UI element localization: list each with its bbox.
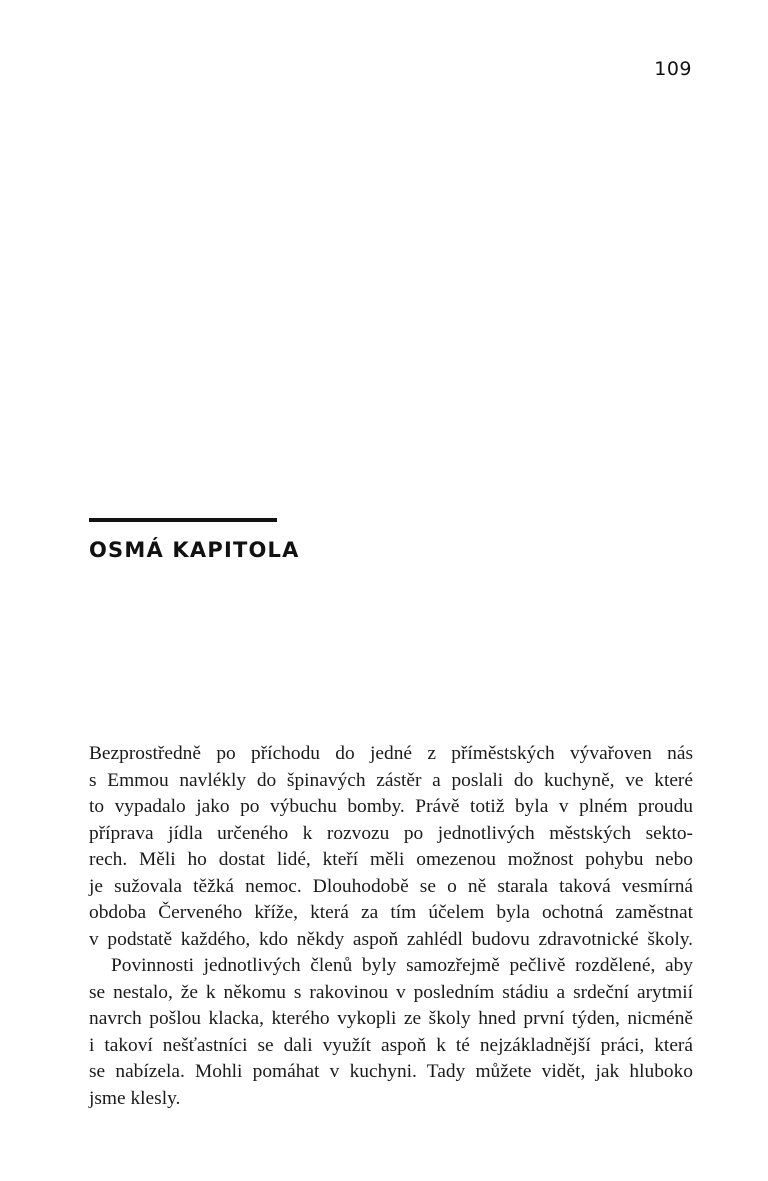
text-line: se nabízela. Mohli pomáhat v kuchyni. Tady můžete vidět, jak hluboko (89, 1061, 693, 1082)
text-line: příprava jídla určeného k rozvozu po jednotlivých městských sekto- (89, 822, 693, 844)
chapter-rule (89, 518, 277, 522)
text-line: navrch pošlou klacka, kterého vykopli ze školy hned první týden, nicméně (89, 1008, 693, 1029)
text-line: je sužovala těžká nemoc. Dlouhodobě se o ně starala taková vesmírná (89, 875, 693, 897)
text-line: rech. Měli ho dostat lidé, kteří měli omezenou možnost pohybu nebo (89, 849, 693, 870)
text-line: to vypadalo jako po výbuchu bomby. Právě totiž byla v plném proudu (89, 796, 693, 817)
text-line: obdoba Červeného kříže, která za tím účelem byla ochotná zaměstnat (89, 902, 693, 923)
text-line: v podstatě každého, kdo někdy aspoň zahlédl budovu zdravotnické školy. (89, 928, 693, 950)
text-line: i takoví nešťastníci se dali využít aspoň k té nejzákladnější práci, která (89, 1034, 693, 1056)
text-line: Bezprostředně po příchodu do jedné z příměstských vývařoven nás (89, 743, 693, 764)
text-line: Povinnosti jednotlivých členů byly samozřejmě pečlivě rozdělené, aby (111, 955, 693, 976)
text-line: jsme klesly. (89, 1087, 181, 1109)
page-number: 109 (654, 58, 692, 80)
text-line: se nestalo, že k někomu s rakovinou v posledním stádiu a srdeční arytmií (89, 981, 693, 1003)
paragraph-1 (89, 741, 693, 953)
body-text (89, 741, 693, 1112)
chapter-title: OSMÁ KAPITOLA (89, 538, 300, 562)
paragraph-2 (89, 953, 693, 1112)
text-line: s Emmou navlékly do špinavých zástěr a poslali do kuchyně, ve které (89, 769, 693, 791)
